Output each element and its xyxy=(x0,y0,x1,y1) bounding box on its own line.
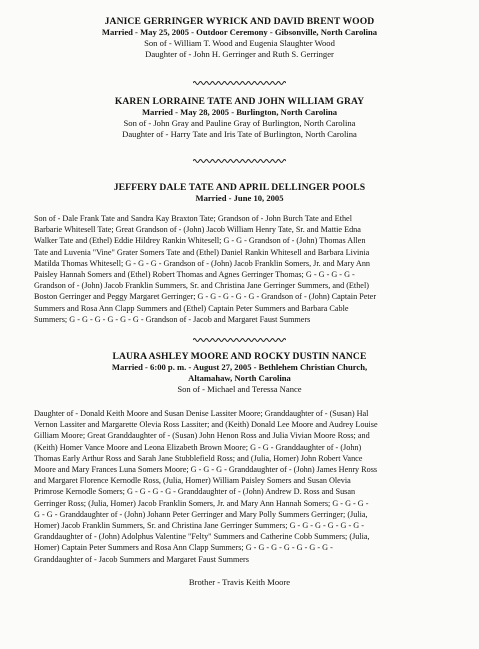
lineage-line: Homer) Captain Peter Summers and Rosa Ann Clapp Summers; G - G - G - G - G - G - G - xyxy=(34,543,333,553)
lineage-line: Primrose Kernodle Somers; G - G - G - G - Granddaughter of - (John) Andrew D. Ross and Susan xyxy=(34,487,356,497)
lineage-line: Summers; G - G - G - G - G - G - Grandson of - Jacob and Margaret Faust Summers xyxy=(34,314,311,324)
announcement-moore-nance xyxy=(0,351,479,588)
lineage-paragraph xyxy=(0,213,479,325)
lineage-line: Tate and Luvenia "Vine" Grater Somers Tate and (Ethel) Daniel Rankin Whitesell and Barbara Livinia xyxy=(34,247,370,257)
daughter-of-line: Daughter of - John H. Gerringer and Ruth S. Gerringer xyxy=(145,49,334,59)
couple-title: JANICE GERRINGER WYRICK AND DAVID BRENT WOOD xyxy=(104,16,375,27)
couple-title: LAURA ASHLEY MOORE AND ROCKY DUSTIN NANCE xyxy=(112,351,367,362)
lineage-line: Thomas Early Arthur Ross and Sarah Jane Stubblefield Ross; and (Julia, Homer) John Robert Vance xyxy=(34,453,363,463)
marriage-line: Married - 6:00 p. m. - August 27, 2005 - Bethlehem Christian Church, xyxy=(111,362,368,372)
announcement-tate-pools xyxy=(0,182,479,325)
announcement-wyrick-wood xyxy=(0,16,479,60)
lineage-line: Granddaughter of - (John) Adolphus Valentine "Felty" Summers and Catherine Cobb Summers; (Julia, xyxy=(34,532,370,542)
lineage-line: Walker Tate and (Ethel) Eddie Hildrey Rankin Whitesell; G - G - Grandson of - (John) Thomas Allen xyxy=(34,236,366,246)
daughter-of-line: Daughter of - Harry Tate and Iris Tate of Burlington, North Carolina xyxy=(122,129,357,139)
lineage-line: Summers and Rosa Ann Clapp Summers and (Ethel) Captain Peter Summers and Barbara Cable xyxy=(34,303,349,313)
lineage-line: Paisley Hannah Somers and (Ethel) Robert Thomas and Agnes Gerringer Thomas; G - G - G - G - xyxy=(34,270,355,280)
lineage-line: Vernon Lassiter and Margarette Olevia Ross Lassiter; and (Keith) Donald Lee Moore and Audrey Louise xyxy=(34,420,378,430)
lineage-line: Gilliam Moore; Great Granddaughter of - (Susan) John Henon Ross and Julia Vivian Moore Ross; and xyxy=(34,431,370,441)
brother-line: Brother - Travis Keith Moore xyxy=(188,576,291,587)
lineage-line: (Keith) Homer Vance Moore and Leona Elizabeth Brown Moore; G - G - Granddaughter of - (John) xyxy=(34,442,362,452)
son-of-line: Son of - John Gray and Pauline Gray of Burlington, North Carolina xyxy=(123,118,356,128)
marriage-line: Married - May 25, 2005 - Outdoor Ceremony - Gibsonville, North Carolina xyxy=(101,27,378,37)
place-line: Altamahaw, North Carolina xyxy=(188,373,291,383)
lineage-line: Barbarie Whitesell Tate; Great Grandson of - (John) Jacob William Henry Tate, Sr. and Mattie Edna xyxy=(34,225,361,235)
lineage-line: Moore and Mary Frances Luna Somers Moore; G - G - G - Granddaughter of - (John) James Henry Ross xyxy=(34,465,378,475)
lineage-line: Homer) Jacob Franklin Summers, Sr. and Christina Jane Gerringer Summers; G - G - G - G - G - G - xyxy=(34,521,364,531)
announcement-tate-gray xyxy=(0,96,479,140)
lineage-line: Granddaughter of - Jacob Summers and Margaret Faust Summers xyxy=(34,554,249,564)
lineage-line: Son of - Dale Frank Tate and Sandra Kay Braxton Tate; Grandson of - John Burch Tate and Ethel xyxy=(34,214,352,223)
wavy-divider xyxy=(193,80,286,86)
marriage-line: Married - May 28, 2005 - Burlington, North Carolina xyxy=(141,107,338,117)
lineage-line: Boston Gerringer and Peggy Margaret Gerringer; G - G - G - G - G - Grandson of - (John) Captain Peter xyxy=(34,292,377,302)
wavy-divider xyxy=(193,337,286,343)
couple-title: KAREN LORRAINE TATE AND JOHN WILLIAM GRAY xyxy=(114,96,365,107)
lineage-line: Grandson of - (John) Jacob Franklin Summers, Sr. and Christina Jane Gerringer Summers, and (Ethel) xyxy=(34,281,369,291)
son-of-line: Son of - William T. Wood and Eugenia Slaughter Wood xyxy=(144,38,335,48)
lineage-line: Daughter of - Donald Keith Moore and Susan Denise Lassiter Moore; Granddaughter of - (Susan) Hal xyxy=(34,409,369,418)
lineage-line: Gerringer Ross; (Julia, Homer) Jacob Franklin Somers, Jr. and Mary Ann Hannah Somers; G - G - G - xyxy=(34,498,369,508)
lineage-line: and Margaret Florence Kernodle Ross, (Julia, Homer) William Paisley Somers and Susan Olevia xyxy=(34,476,351,486)
couple-title: JEFFERY DALE TATE AND APRIL DELLINGER POOLS xyxy=(113,182,366,193)
son-of-line: Son of - Michael and Teressa Nance xyxy=(177,384,302,394)
lineage-line: G - G - Granddaughter of - (John) Johann Peter Gerringer and Mary Polly Summers Gerringer; (Julia, xyxy=(34,509,368,519)
lineage-paragraph xyxy=(0,408,479,565)
lineage-line: Matilda Thomas Whitesell; G - G - G - Grandson of - (John) Jacob Franklin Somers, Jr. and Mary Ann xyxy=(34,258,371,268)
marriage-line: Married - June 10, 2005 xyxy=(195,193,284,203)
wavy-divider xyxy=(193,158,286,164)
